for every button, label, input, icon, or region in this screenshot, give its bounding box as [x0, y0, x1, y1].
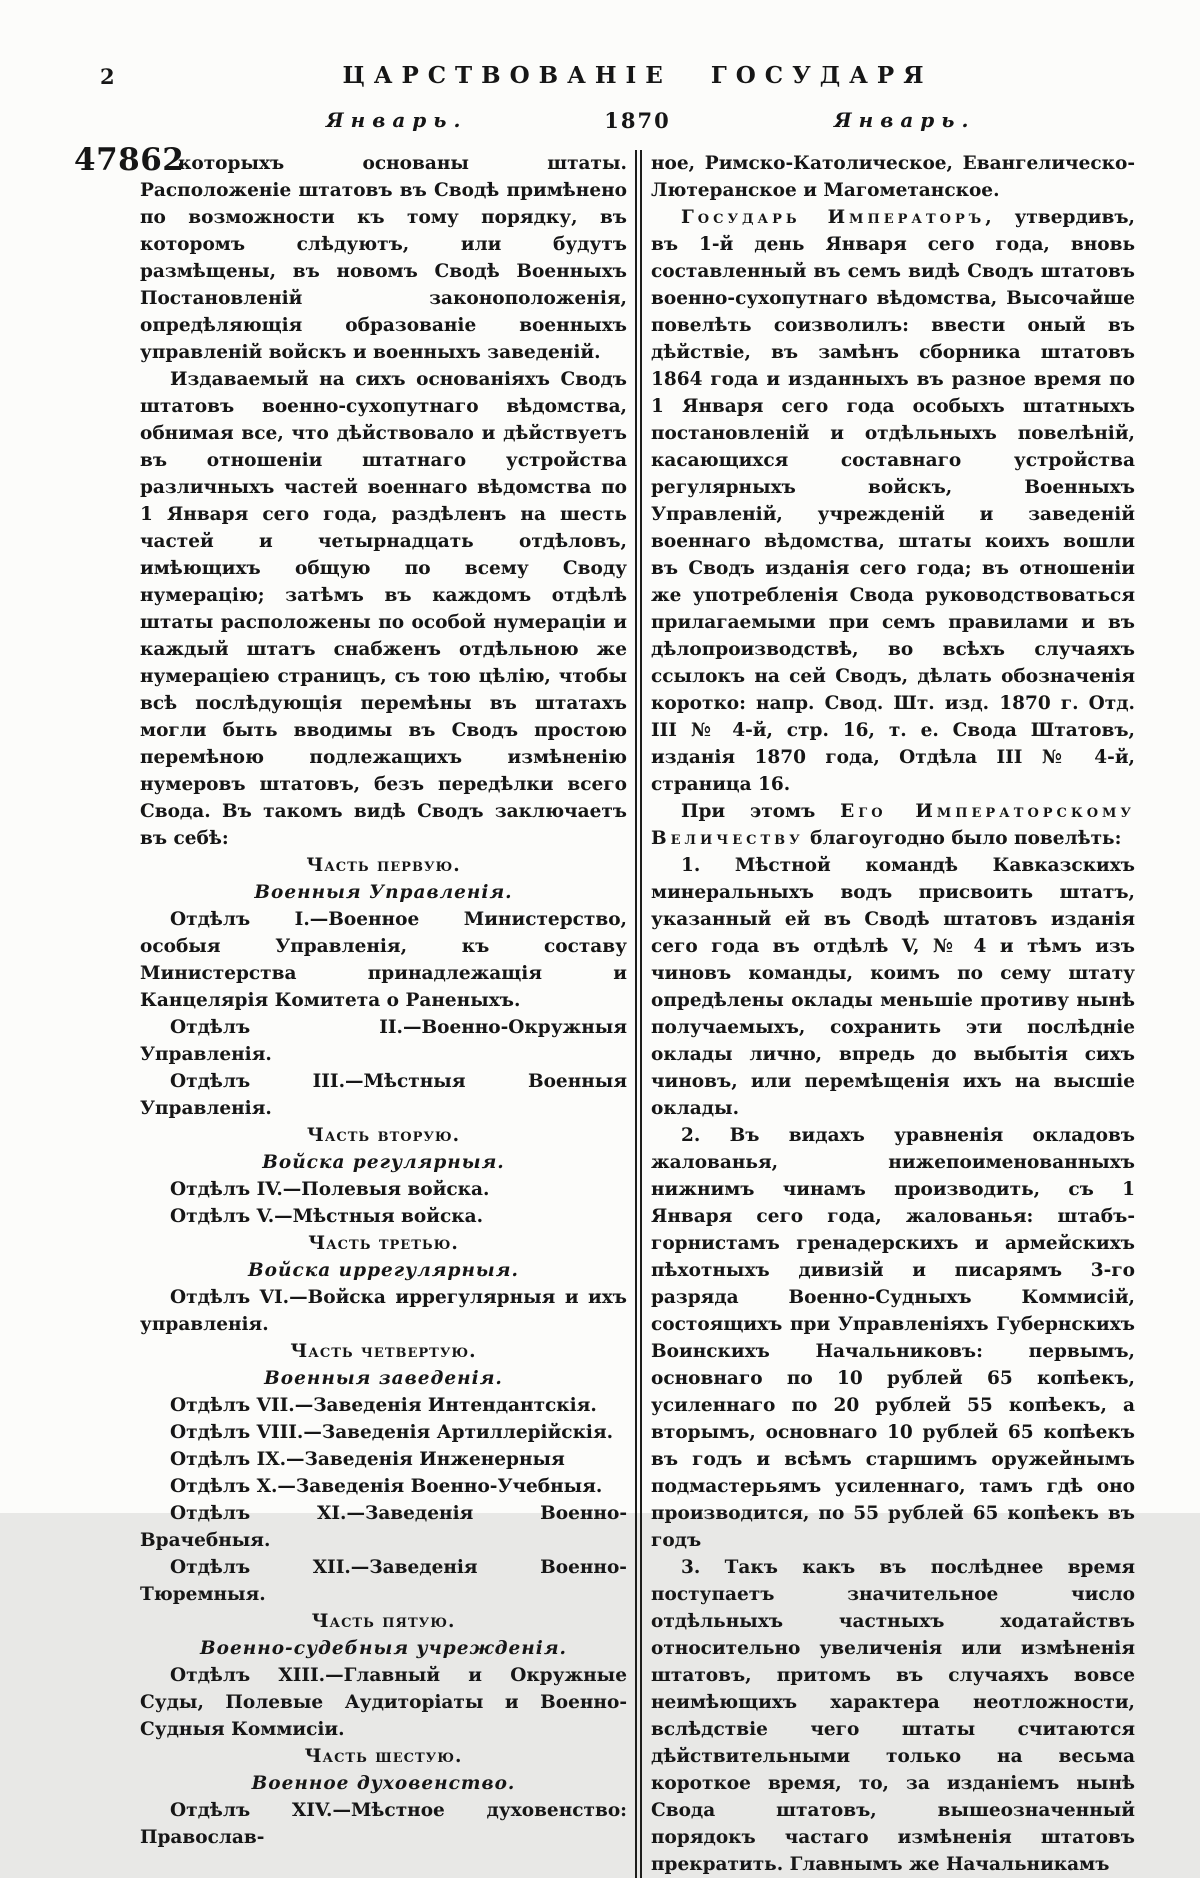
text-run: Часть третью. — [308, 1233, 459, 1254]
date-year: 1870 — [604, 108, 671, 133]
text-run: При этомъ — [681, 801, 841, 822]
paragraph — [140, 1500, 627, 1554]
text-run: 3. Такъ какъ въ послѣднее время поступаетъ значительное число отдѣльныхъ частныхъ ходатайствъ относительно увеличенія или измѣненія штатовъ, притомъ въ случаяхъ вовсе неимѣющихъ характера неотложности, вслѣдствіе чего штаты считаются дѣйствительными только на весьма короткое время, то, за изданіемъ нынѣ Свода штатовъ, вышеозначенный порядокъ частаго измѣненія штатовъ прекратить. Главнымъ же Начальникамъ — [651, 1557, 1135, 1875]
part-heading — [140, 1122, 627, 1149]
text-run: Отдѣлъ VI.—Войска иррегулярныя и ихъ управленія. — [140, 1287, 627, 1335]
running-title: ЦАРСТВОВАНІЕ ГОСУДАРЯ — [342, 62, 933, 89]
page-number: 2 — [100, 64, 115, 89]
part-heading — [140, 1743, 627, 1770]
date-month-right: Январь. — [834, 108, 976, 132]
paragraph — [140, 1203, 627, 1230]
text-run: Часть четвертую. — [290, 1341, 477, 1362]
text-run: Отдѣлъ XI.—Заведенія Военно-Врачебныя. — [140, 1503, 627, 1551]
text-run: Войска регулярныя. — [262, 1152, 505, 1173]
text-run: Войска иррегулярныя. — [248, 1260, 519, 1281]
paragraph — [140, 1473, 627, 1500]
text-run: Отдѣлъ I.—Военное Министерство, особыя Управленія, къ составу Министерства принадлежащія и Канцелярія Комитета о Раненыхъ. — [140, 909, 627, 1011]
date-month-left: Январь. — [326, 108, 468, 132]
part-heading — [140, 1230, 627, 1257]
paragraph — [140, 906, 627, 1014]
text-run: Отдѣлъ XIV.—Мѣстное духовенство: Православ- — [140, 1800, 627, 1848]
section-subtitle — [140, 1257, 627, 1284]
text-run: 2. Въ видахъ уравненія окладовъ жалованья, нижепоименованныхъ нижнимъ чинамъ производить, съ 1 Января сего года, жалованья: штабъ-горнистамъ гренадерскихъ и армейскихъ пѣхотныхъ дивизій и писарямъ 3-го разряда Военно-Судныхъ Коммисій, состоящихъ при Управленіяхъ Губернскихъ Воинскихъ Начальниковъ: первымъ, основнаго по 10 рублей 65 копѣекъ, усиленнаго по 20 рублей 55 копѣекъ, а вторымъ, основнаго 10 рублей 65 копѣекъ въ годъ и всѣмъ старшимъ оружейнымъ подмастерьямъ усиленнаго, тамъ гдѣ оно производится, по 55 рублей 65 копѣекъ въ годъ — [651, 1125, 1135, 1551]
paragraph — [140, 366, 627, 852]
part-heading — [140, 1338, 627, 1365]
text-run: Военное духовенство. — [251, 1773, 516, 1794]
text-run: 1. Мѣстной командѣ Кавказскихъ минеральныхъ водъ присвоить штатъ, указанный ей въ Сводѣ штатовъ изданія сего года въ отдѣлѣ V, № 4 и тѣмъ изъ чиновъ команды, коимъ по сему штату опредѣлены оклады меньшіе противу нынѣ получаемыхъ, сохранить эти послѣдніе оклады лично, впредь до выбытія сихъ чиновъ, или перемѣщенія ихъ на высшіе оклады. — [651, 855, 1135, 1119]
paragraph — [140, 1446, 627, 1473]
paragraph — [140, 1284, 627, 1338]
section-subtitle — [140, 1770, 627, 1797]
opening-paragraph — [140, 150, 627, 366]
emphasized-spaced-text: Его Императорскому Величеству — [651, 801, 1135, 849]
text-run: Отдѣлъ X.—Заведенія Военно-Учебныя. — [170, 1476, 603, 1497]
text-run: Отдѣлъ VIII.—Заведенія Артиллерійскія. — [170, 1422, 614, 1443]
paragraph — [140, 1554, 627, 1608]
text-run: Отдѣлъ IV.—Полевыя войска. — [170, 1179, 490, 1200]
section-subtitle — [140, 1365, 627, 1392]
paragraph — [140, 1014, 627, 1068]
text-run: Военныя заведенія. — [264, 1368, 503, 1389]
text-run: Отдѣлъ V.—Мѣстныя войска. — [170, 1206, 484, 1227]
two-column-text-area — [140, 150, 1144, 1878]
part-heading — [140, 1608, 627, 1635]
text-run: Часть вторую. — [306, 1125, 461, 1146]
paragraph — [140, 1392, 627, 1419]
paragraph — [651, 1122, 1135, 1554]
text-run: благоугодно было повелѣть: — [803, 828, 1122, 849]
text-run: Отдѣлъ XIII.—Главный и Окружные Суды, Полевые Аудиторіаты и Военно-Судныя Коммисіи. — [140, 1665, 627, 1740]
right-column — [651, 150, 1135, 1878]
text-run: Отдѣлъ XII.—Заведенія Военно-Тюремныя. — [140, 1557, 627, 1605]
text-run: Отдѣлъ IX.—Заведенія Инженерныя — [170, 1449, 565, 1470]
emphasized-spaced-text: Государь Императоръ — [681, 207, 986, 228]
text-run: Отдѣлъ III.—Мѣстныя Военныя Управленія. — [140, 1071, 627, 1119]
paragraph — [140, 1797, 627, 1851]
text-run: ное, Римско-Католическое, Евангелическо-Лютеранское и Магометанское. — [651, 153, 1135, 201]
section-subtitle — [140, 879, 627, 906]
text-run: Часть шестую. — [304, 1746, 463, 1767]
part-heading — [140, 852, 627, 879]
paragraph — [651, 1554, 1135, 1878]
text-run: Отдѣлъ II.—Военно-Окружныя Управленія. — [140, 1017, 627, 1065]
text-run: Часть пятую. — [311, 1611, 456, 1632]
text-run: Часть первую. — [306, 855, 461, 876]
paragraph — [651, 798, 1135, 852]
text-run: Военныя Управленія. — [254, 882, 513, 903]
left-column — [140, 150, 627, 1878]
text-run: Отдѣлъ VII.—Заведенія Интендантскія. — [170, 1395, 597, 1416]
section-subtitle — [140, 1635, 627, 1662]
text-run: которыхъ основаны штаты. Расположеніе штатовъ въ Сводѣ примѣнено по возможности къ тому порядку, въ которомъ слѣдуютъ, или будутъ размѣщены, въ новомъ Сводѣ Военныхъ Постановленій законоположенія, опредѣляющія образованіе военныхъ управленій войскъ и военныхъ заведеній. — [140, 153, 627, 363]
paragraph — [651, 204, 1135, 798]
section-subtitle — [140, 1149, 627, 1176]
act-number: 47862 — [74, 142, 185, 178]
paragraph — [140, 1068, 627, 1122]
text-run: Военно-судебныя учрежденія. — [199, 1638, 567, 1659]
paragraph — [140, 1662, 627, 1743]
text-run: Издаваемый на сихъ основаніяхъ Сводъ штатовъ военно-сухопутнаго вѣдомства, обнимая все, что дѣйствовало и дѣйствуетъ въ отношеніи штатнаго устройства различныхъ частей военнаго вѣдомства по 1 Января сего года, раздѣленъ на шесть частей и четырнадцать отдѣловъ, имѣющихъ общую по всему Своду нумерацію; затѣмъ въ каждомъ отдѣлѣ штаты расположены по особой нумераціи и каждый штатъ снабженъ отдѣльною же нумераціею страницъ, съ тою цѣлію, чтобы всѣ послѣдующія перемѣны въ штатахъ могли быть вводимы въ Сводъ простою перемѣною подлежащихъ измѣненію нумеровъ штатовъ, безъ передѣлки всего Свода. Въ такомъ видѣ Сводъ заключаетъ въ себѣ: — [140, 369, 627, 849]
text-run: , утвердивъ, въ 1-й день Января сего года, вновь составленный въ семъ видѣ Сводъ штатовъ военно-сухопутнаго вѣдомства, Высочайше повелѣть соизволилъ: ввести оный въ дѣйствіе, въ замѣнъ сборника штатовъ 1864 года и изданныхъ въ разное время по 1 Января сего года особыхъ штатныхъ постановленій и отдѣльныхъ повелѣній, касающихся составнаго устройства регулярныхъ войскъ, Военныхъ Управленій, учрежденій и заведеній военнаго вѣдомства, штаты коихъ вошли въ Сводъ изданія сего года; въ отношеніи же употребленія Свода руководствоваться прилагаемыми при семъ правилами и въ дѣлопроизводствѣ, во всѣхъ случаяхъ ссылокъ на сей Сводъ, дѣлать обозначенія коротко: напр. Свод. Шт. изд. 1870 г. Отд. III № 4-й, стр. 16, т. е. Свода Штатовъ, изданія 1870 года, Отдѣла III № 4-й, страница 16. — [651, 207, 1135, 795]
paragraph — [140, 1176, 627, 1203]
column-divider-rule — [635, 150, 642, 1878]
paragraph — [140, 1419, 627, 1446]
paragraph — [651, 852, 1135, 1122]
continuation-paragraph — [651, 150, 1135, 204]
